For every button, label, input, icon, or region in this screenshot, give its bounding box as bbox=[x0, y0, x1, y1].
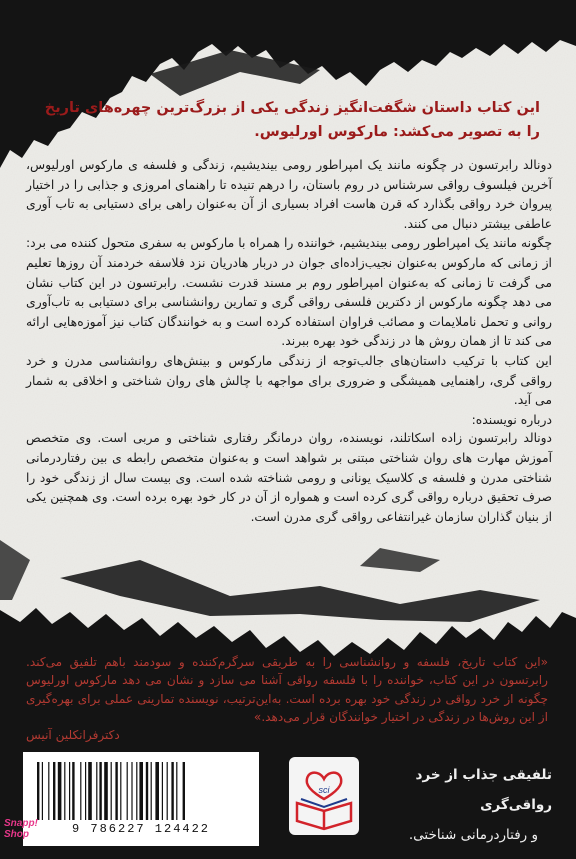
description-paragraph-2: چگونه مانند یک امپراطور رومی بیندیشیم، خواننده را همراه با مارکوس به سفری متحول کننده می برد: از زمانی که مارکوس به‌عنوان نجیب‌زاده‌ای جوان در دربار هادریان نزد فلاسفه خردمند آن روزها تعلیم می گرفت تا زمانی که به‌عنوان امپراطور روم بر مسند قدرت نشست. رابرتسون در این کتاب نشان می دهد چگونه مارکوس از دکترین فلسفی رواقی گری و تمارین روانشناسی برای دستیابی به تاب‌آوری روانی و تحمل ناملایمات و مصائب فراوان استفاده کرده است و به خوانندگان کتاب نیز آموزه‌هایی ارائه می کند تا از همان روش ها در زندگی خود بهره ببرند. bbox=[26, 235, 552, 349]
barcode-bar bbox=[88, 762, 92, 820]
barcode-bar bbox=[80, 762, 81, 820]
endorsement-quote bbox=[26, 653, 548, 744]
barcode-bar bbox=[139, 762, 143, 820]
barcode-bar bbox=[131, 762, 132, 820]
barcode-bar bbox=[183, 762, 185, 820]
barcode-bar bbox=[37, 762, 39, 820]
watermark-line-2: Shop bbox=[4, 829, 29, 840]
barcode-bar bbox=[151, 762, 152, 820]
barcode-bar bbox=[155, 762, 159, 820]
description-body bbox=[26, 155, 552, 527]
barcode-bar bbox=[96, 762, 97, 820]
barcode-bar bbox=[64, 762, 65, 820]
tagline-line-2: و رفتاردرمانی شناختی. bbox=[408, 827, 538, 843]
publisher-logo bbox=[289, 757, 359, 835]
barcode-bar bbox=[72, 762, 74, 820]
description-paragraph-3: این کتاب با ترکیب داستان‌های جالب‌توجه از زندگی مارکوس و بینش‌های روانشناسی مدرن و خرد رواقی گری، راهنمایی همیشگی و ضروری برای مواجهه با چالش های روان شناختی و اخلاقی به شمار می آید. bbox=[26, 352, 552, 408]
barcode-bar bbox=[69, 762, 70, 820]
snappshop-watermark bbox=[4, 818, 40, 840]
barcode-bar bbox=[48, 762, 49, 820]
barcode-bar bbox=[58, 762, 62, 820]
headline: این کتاب داستان شگفت‌انگیز زندگی یکی از بزرگ‌ترین چهره‌های تاریخ را به تصویر می‌کشد: مارکوس اورلیوس. bbox=[44, 100, 540, 140]
quote-author: دکترفرانکلین آنیس bbox=[26, 728, 120, 743]
quote-text: «این کتاب تاریخ، فلسفه و روانشناسی را به طریقی سرگرم‌کننده و سودمند باهم تلفیق می‌کند. رابرتسون در این کتاب، خواننده را با فلسفه رواقی آشنا می سازد و نشان می دهد مارکوس اورلیوس چگونه از خرد رواقی در زندگی خود بهره برده است. به‌این‌ترتیب، نویسنده تمارینی عملی برای بهره‌گیری از این روش‌ها در زندگی در اختیار خوانندگان قرار می‌دهد.» bbox=[26, 655, 548, 724]
description-paragraph-1: دونالد رابرتسون در چگونه مانند یک امپراطور رومی بیندیشیم، زندگی و فلسفه ی مارکوس اورلیوس، آخرین فیلسوف رواقی سرشناس در روم باستان، را درهم تنیده تا راهنمای امروزی و جذابی را در اختیار پیروان خرد رواقی بگذارد که قرن هاست افراد بسیاری از آن به‌عنوان راهی برای دستیابی به تاب آوری عاطفی بیشتر دنبال می کنند. bbox=[26, 157, 552, 231]
barcode-bar bbox=[53, 762, 55, 820]
watermark-line-1: Snapp! bbox=[4, 818, 38, 829]
barcode-bar bbox=[99, 762, 101, 820]
isbn-barcode bbox=[23, 752, 259, 846]
barcode-bar bbox=[127, 762, 128, 820]
barcode-number: 9 786227 124422 bbox=[71, 822, 211, 836]
logo-text: sci bbox=[318, 785, 330, 795]
barcode-bar bbox=[167, 762, 168, 820]
barcode-bar bbox=[115, 762, 117, 820]
barcode-bar bbox=[85, 762, 86, 820]
barcode-bar bbox=[120, 762, 121, 820]
barcode-bar bbox=[42, 762, 43, 820]
barcode-bar bbox=[162, 762, 163, 820]
barcode-icon bbox=[37, 762, 245, 820]
barcode-bar bbox=[104, 762, 108, 820]
tagline-line-1: تلفیقی جذاب از خرد رواقی‌گری bbox=[415, 767, 552, 813]
book-heart-logo-icon bbox=[289, 757, 359, 835]
barcode-bar bbox=[136, 762, 137, 820]
tagline bbox=[356, 760, 552, 850]
barcode-bar bbox=[176, 762, 177, 820]
about-author-heading: درباره نویسنده: bbox=[471, 411, 552, 427]
about-author-text: دونالد رابرتسون زاده اسکاتلند، نویسنده، روان درمانگر رفتاری شناختی و مربی است. وی متخصص آموزش مهارت های روان شناختی مبتنی بر شواهد است و به‌عنوان متخصص رابطه ی بین رفتاردرمانی شناختی مدرن و فلسفه ی کلاسیک یونانی و رومی شناخته شده است. وی بیست سال از زندگی خود را صرف تحقیق درباره رواقی گری کرده است و همواره از آن در کار خود بهره برده است. وی همچنین یکی از بنیان گذاران سازمان غیرانتفاعی رواقی گری مدرن است. bbox=[26, 431, 552, 524]
barcode-bar bbox=[146, 762, 148, 820]
barcode-bar bbox=[171, 762, 173, 820]
barcode-bar bbox=[111, 762, 112, 820]
